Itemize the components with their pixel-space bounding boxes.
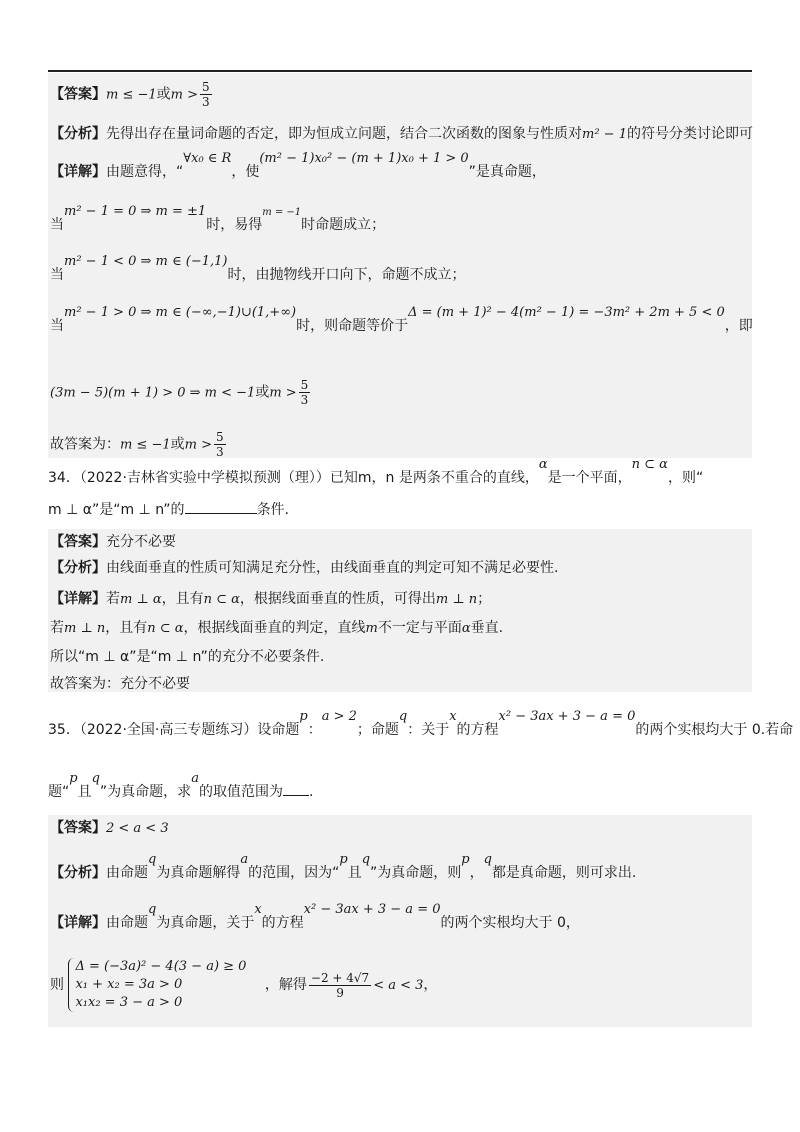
q34-stem-2: m ⊥ α”是“m ⊥ n”的 条件.: [48, 502, 290, 518]
q35-detail: 【详解】由命题q为真命题，关于x的方程x² − 3ax + 3 − a = 0的两个实根均大于 0，: [50, 902, 580, 931]
q33-detail: 【详解】由题意得，“∀x₀ ∈ R，使(m² − 1)x₀² − (m + 1)x₀ + 1 > 0”是真命题，: [50, 151, 546, 180]
q33-case-1: 当m² − 1 = 0 ⇒ m = ±1时，易得$^{m = -1}$时命题成立；: [50, 204, 386, 233]
q34-analysis: 【分析】由线面垂直的性质可知满足充分性，由线面垂直的判定可知不满足必要性.: [50, 560, 559, 576]
top-rule: [48, 70, 752, 72]
q33-case-3: 当m² − 1 > 0 ⇒ m ∈ (−∞,−1)∪(1,+∞)时，则命题等价于Δ = (m + 1)² − 4(m² − 1) = −3m² + 2m + 5 < 0，即: [50, 305, 753, 334]
q34-stem: 34．（2022·吉林省实验中学模拟预测（理））已知m，n 是两条不重合的直线，α是一个平面，n ⊂ α，则“: [48, 457, 704, 486]
q34-answer: 【答案】充分不必要: [50, 534, 176, 550]
q33-analysis: 【分析】先得出存在量词命题的否定，即为恒成立问题，结合二次函数的图象与性质对m² − 1的符号分类讨论即可: [50, 126, 753, 142]
answer-blank: [185, 513, 257, 514]
fraction: $\frac{-2 + 4√7}{9}$: [310, 970, 370, 1000]
q34-final: 故答案为：充分不必要: [50, 676, 190, 692]
solution-box-34: [48, 529, 752, 692]
q35-stem-2: 题“p且q”为真命题，求a的取值范围为 .: [48, 771, 314, 800]
fraction: $\frac{5}{3}$: [300, 378, 309, 407]
fraction: $\frac{5}{3}$: [216, 430, 224, 459]
q35-answer: 【答案】2 < a < 3: [50, 820, 169, 836]
q34-detail-1: 【详解】若m ⊥ α，且有n ⊂ α，根据线面垂直的性质，可得出m ⊥ n；: [50, 591, 492, 607]
q35-system: 则 Δ = (−3a)² − 4(3 − a) ≥ 0 x₁ + x₂ = 3a > 0 x₁x₂ = 3 − a > 0 ，解得 $\frac{-2 + 4√7}{9}$ < a < 3，: [50, 959, 438, 1010]
q34-detail-3: 所以“m ⊥ α”是“m ⊥ n”的充分不必要条件.: [50, 649, 325, 665]
q33-result: (3m − 5)(m + 1) > 0 ⇒ m < −1或m > $\frac{5}{3}$: [50, 378, 309, 407]
q33-final: 故答案为：m ≤ −1或m > $\frac{5}{3}$: [50, 430, 224, 459]
answer-blank: [283, 795, 309, 796]
q35-stem: 35．（2022·全国·高三专题练习）设命题p：a > 2；命题q：关于x的方程x² − 3ax + 3 − a = 0的两个实根均大于 0.若命: [48, 709, 794, 738]
q33-answer: 【答案】m ≤ −1或m > $\frac{5}{3}$: [50, 80, 210, 109]
answer-tag: 【答案】: [50, 86, 106, 103]
q34-detail-2: 若m ⊥ n，且有n ⊂ α，根据线面垂直的判定，直线m不一定与平面α垂直.: [50, 620, 504, 636]
fraction: $\frac{5}{3}$: [202, 80, 210, 109]
q35-analysis: 【分析】由命题q为真命题解得a的范围，因为“p且q”为真命题，则p，q都是真命题，则可求出.: [50, 852, 637, 881]
equation-system: Δ = (−3a)² − 4(3 − a) ≥ 0 x₁ + x₂ = 3a > 0 x₁x₂ = 3 − a > 0: [68, 958, 246, 1012]
q33-case-2: 当m² − 1 < 0 ⇒ m ∈ (−1,1)时，由抛物线开口向下，命题不成立；: [50, 254, 466, 283]
